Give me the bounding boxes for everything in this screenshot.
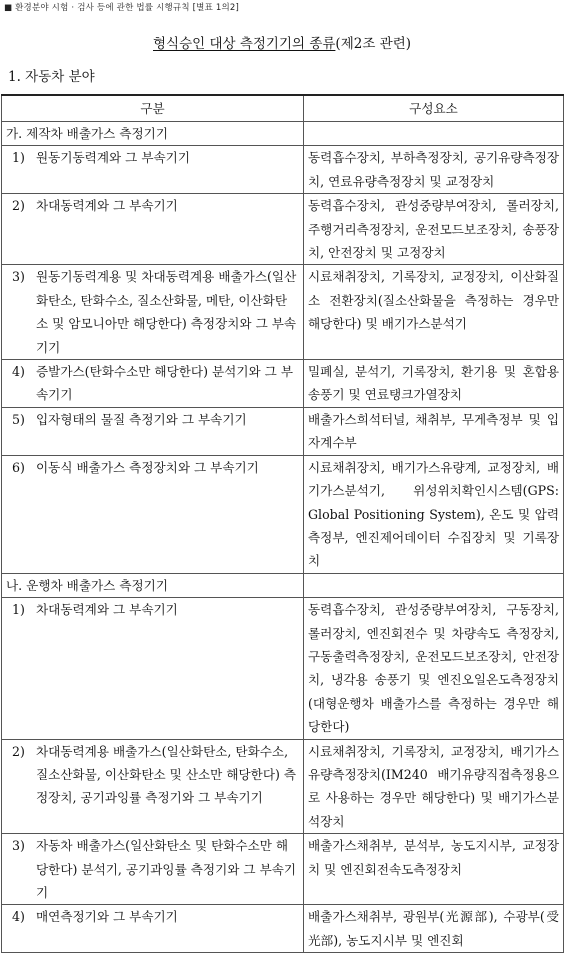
item-components: 동력흡수장치, 관성중량부여장치, 구동장치, 롤러장치, 엔진회전수 및 차량속도 측정장치, 구동출력측정장치, 운전모드보조장치, 안전장치, 냉각용 송풍기 및 엔진오일온도측정장치(대형운행차 배출가스를 측정하는 경우만 해당한다) xyxy=(304,598,564,739)
item-category: 차대동력계와 그 부속기기 xyxy=(36,602,178,618)
item-number: 3) xyxy=(12,838,25,854)
item-category: 매연측정기와 그 부속기기 xyxy=(36,909,178,925)
category-label-a: 가. 제작차 배출가스 측정기기 xyxy=(2,122,304,146)
item-number: 1) xyxy=(12,602,25,618)
table-row xyxy=(2,598,564,739)
item-number: 5) xyxy=(12,411,25,427)
table-row xyxy=(2,905,564,953)
table-row xyxy=(2,834,564,905)
item-category: 차대동력계와 그 부속기기 xyxy=(36,198,178,214)
table-row xyxy=(2,407,564,455)
item-number: 1) xyxy=(12,150,25,166)
column-header-components: 구성요소 xyxy=(304,95,564,122)
page-title-suffix: (제2조 관련) xyxy=(335,36,411,52)
item-category: 증발가스(탄화수소만 해당한다) 분석기와 그 부속기기 xyxy=(36,364,293,403)
category-label-b: 나. 운행차 배출가스 측정기기 xyxy=(2,573,304,597)
document-header: ■ 환경분야 시험 · 검사 등에 관한 법률 시행규칙 [별표 1의2] xyxy=(4,3,240,13)
item-number: 2) xyxy=(12,743,25,759)
category-empty-cell xyxy=(304,573,564,597)
table-row xyxy=(2,360,564,408)
item-category: 원동기동력계와 그 부속기기 xyxy=(36,150,190,166)
category-empty-cell xyxy=(304,122,564,146)
table-row xyxy=(2,455,564,573)
item-components: 밀폐실, 분석기, 기록장치, 환기용 및 혼합용 송풍기 및 연료탱크가열장치 xyxy=(304,360,564,408)
column-header-category: 구분 xyxy=(2,95,304,122)
item-components: 배출가스채취부, 광원부(光源部), 수광부(受光部), 농도지시부 및 엔진회 xyxy=(304,905,564,953)
item-number: 4) xyxy=(12,909,25,925)
item-category: 이동식 배출가스 측정장치와 그 부속기기 xyxy=(36,459,259,475)
page-title-main: 형식승인 대상 측정기기의 종류 xyxy=(153,36,336,52)
item-number: 3) xyxy=(12,269,25,285)
page-title xyxy=(0,32,564,52)
item-components: 시료채취장치, 기록장치, 교정장치, 이산화질소 전환장치(질소산화물을 측정하는 경우만 해당한다) 및 배기가스분석기 xyxy=(304,265,564,360)
item-components: 배출가스희석터널, 채취부, 무게측정부 및 입자계수부 xyxy=(304,407,564,455)
table-row xyxy=(2,194,564,265)
item-number: 2) xyxy=(12,198,25,214)
equipment-table xyxy=(1,94,564,953)
item-components: 동력흡수장치, 부하측정장치, 공기유량측정장치, 연료유량측정장치 및 교정장치 xyxy=(304,146,564,194)
item-category: 입자형태의 물질 측정기와 그 부속기기 xyxy=(36,411,247,427)
item-number: 4) xyxy=(12,364,25,380)
item-category: 차대동력계용 배출가스(일산화탄소, 탄화수소, 질소산화물, 이산화탄소 및 산소만 해당한다) 측정장치, 공기과잉률 측정기와 그 부속기기 xyxy=(36,743,297,806)
item-components: 배출가스채취부, 분석부, 농도지시부, 교정장치 및 엔진회전속도측정장치 xyxy=(304,834,564,905)
table-header-row xyxy=(2,95,564,122)
item-category: 자동차 배출가스(일산화탄소 및 탄화수소만 해당한다) 분석기, 공기과잉률 측정기와 그 부속기기 xyxy=(36,838,297,900)
section-heading: 1. 자동차 분야 xyxy=(8,69,95,85)
category-row-a xyxy=(2,122,564,146)
item-number: 6) xyxy=(12,459,25,475)
item-components: 시료채취장치, 기록장치, 교정장치, 배기가스유량측정장치(IM240 배기유량직접측정용으로 사용하는 경우만 해당한다) 및 배기가스분석장치 xyxy=(304,739,564,834)
category-row-b xyxy=(2,573,564,597)
table-row xyxy=(2,146,564,194)
item-components: 시료채취장치, 배기가스유량계, 교정장치, 배기가스분석기, 위성위치확인시스템(GPS: Global Positioning System), 온도 및 압력 측정부, 엔진제어데이터 수집장치 및 기록장치 xyxy=(304,455,564,573)
item-components: 동력흡수장치, 관성중량부여장치, 롤러장치, 주행거리측정장치, 운전모드보조장치, 송풍장치, 안전장치 및 고정장치 xyxy=(304,194,564,265)
table-row xyxy=(2,265,564,360)
table-row xyxy=(2,739,564,834)
item-category: 원동기동력계용 및 차대동력계용 배출가스(일산화탄소, 탄화수소, 질소산화물, 메탄, 이산화탄소 및 암모니아만 해당한다) 측정장치와 그 부속기기 xyxy=(36,269,297,355)
